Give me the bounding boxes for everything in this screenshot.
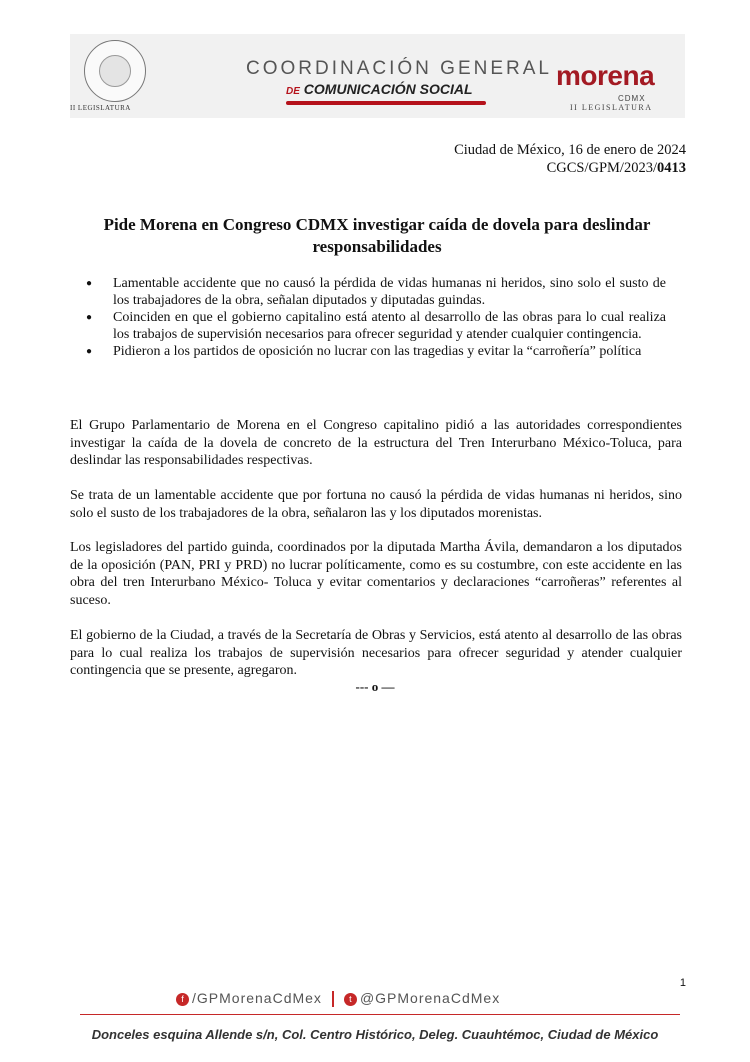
reference-number: 0413	[657, 160, 686, 176]
body-paragraph-2: Se trata de un lamentable accidente que por fortuna no causó la pérdida de vidas humanas ni heridos, sino solo el susto de los trabajadores de la obra, señalaron las y los diputados morenistas.	[70, 488, 682, 521]
press-release-title: Pide Morena en Congreso CDMX investigar caída de dovela para deslindar responsabilidades	[103, 215, 651, 256]
coordination-subtitle-prefix: DE	[286, 86, 300, 97]
morena-logo: morena	[556, 60, 655, 91]
reference-prefix: CGCS/GPM/2023/	[546, 160, 657, 176]
bullet-item: ● Pidieron a los partidos de oposición no lucrar con las tragedias y evitar la “carroñería” política	[86, 343, 666, 360]
body-paragraph-4: El gobierno de la Ciudad, a través de la Secretaría de Obras y Servicios, está atento al desarrollo de las obras para lo cual realiza los trabajos de supervisión necesarios para ofrecer seguridad y atender cualquier contingencia que se presente, agregaron.	[70, 628, 682, 678]
morena-cdmx-label: CDMX	[618, 94, 646, 103]
coordination-subtitle-text: COMUNICACIÓN SOCIAL	[303, 81, 473, 97]
closing-mark: --- o —	[355, 679, 395, 694]
body-paragraph-1: El Grupo Parlamentario de Morena en el Congreso capitalino pidió a las autoridades correspondientes investigar la caída de la dovela de concreto de la estructura del Tren Interurbano México-Toluca, para deslindar las responsabilidades respectivas.	[70, 418, 682, 468]
seal-legislatura-text: II LEGISLATURA	[70, 104, 131, 112]
coordination-title: COORDINACIÓN GENERAL	[246, 58, 552, 79]
summary-bullets	[86, 275, 666, 360]
footer-divider	[80, 1014, 680, 1015]
seal-emblem-icon	[99, 55, 131, 87]
date-line: Ciudad de México, 16 de enero de 2024	[454, 142, 686, 158]
social-links	[176, 990, 500, 1007]
letterhead	[70, 34, 685, 118]
footer-address: Donceles esquina Allende s/n, Col. Centro Histórico, Deleg. Cuauhtémoc, Ciudad de México	[91, 1027, 659, 1042]
social-separator	[332, 991, 334, 1007]
bullet-item: ● Coinciden en que el gobierno capitalino está atento al desarrollo de las obras para lo cual realiza los trabajos de supervisión necesarios para ofrecer seguridad y atender cualquier contingencia.	[86, 309, 666, 343]
congress-seal-icon	[84, 40, 146, 102]
coordination-subtitle	[286, 81, 473, 97]
bullet-item: ● Lamentable accidente que no causó la pérdida de vidas humanas ni heridos, sino solo el susto de los trabajadores de la obra, señalan diputados y diputadas guindas.	[86, 275, 666, 309]
twitter-icon: t	[344, 993, 357, 1006]
facebook-icon: f	[176, 993, 189, 1006]
page-number: 1	[679, 977, 686, 989]
morena-legislatura-label: II LEGISLATURA	[570, 103, 653, 112]
subtitle-underline	[286, 101, 486, 105]
facebook-handle[interactable]: /GPMorenaCdMex	[192, 990, 322, 1006]
twitter-handle[interactable]: @GPMorenaCdMex	[359, 990, 501, 1006]
reference-line	[547, 160, 686, 177]
body-paragraph-3: Los legisladores del partido guinda, coordinados por la diputada Martha Ávila, demandaron a los diputados de la oposición (PAN, PRI y PRD) no lucrar políticamente, como es su costumbre, con este accidente en las obra del tren Interurbano México- Toluca y evitar comentarios y declaraciones “carroñeras” referentes al suceso.	[70, 540, 682, 608]
